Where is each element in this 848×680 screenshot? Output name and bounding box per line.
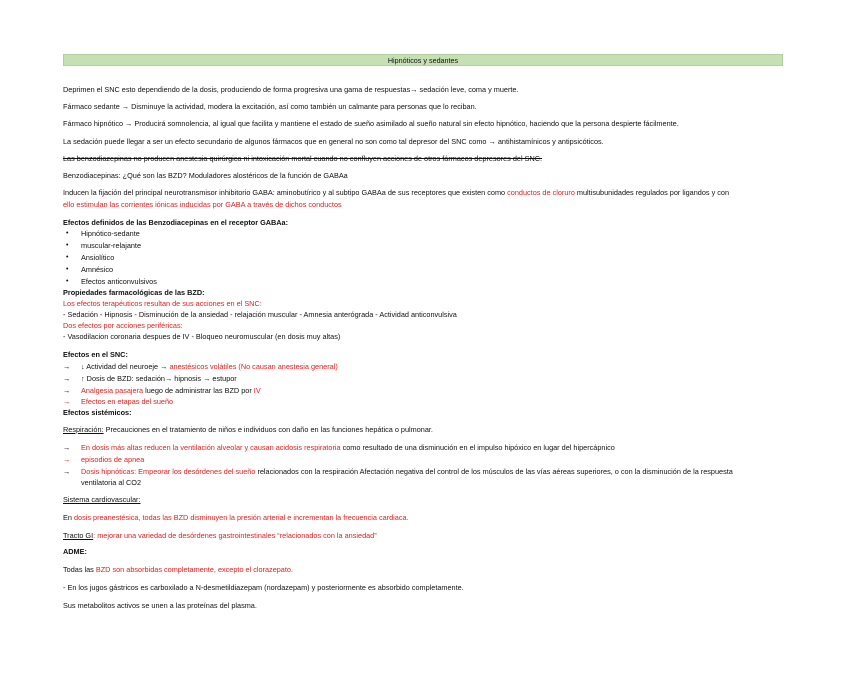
paragraph-sedacion-secundaria: La sedación puede llegar a ser un efecto secundario de algunos fármacos que en general no son como tal depresor del SNC como → antihistamínicos y antipsicóticos. (63, 137, 604, 146)
list-item: Hipnótico-sedante (81, 229, 140, 238)
heading-propiedades: Propiedades farmacológicas de las BZD: (63, 288, 205, 297)
document-title: Hipnóticos y sedantes (63, 54, 783, 66)
list-item (81, 467, 733, 476)
list-item (81, 443, 615, 452)
text-bzd-absorbidas: BZD son absorbidas completamente, excepto el clorazepato. (95, 565, 293, 574)
label-tracto-gi: Tracto GI (63, 531, 94, 540)
paragraph-struck-benzodiazepinas: Las benzodiazepinas no producen anestesia quirúrgica ni intoxicación mortal cuando no confluyen acciones de otros fármacos depresores del SNC. (63, 154, 543, 163)
text-relacionados-respiracion: relacionados con la respiración Afectación negativa del control de los músculos de las vías aéreas superiores, o con la disminución de la respuesta (255, 467, 733, 476)
text-desordenes-gastrointestinales: : mejorar una variedad de desórdenes gastrointestinales “relacionados con la ansiedad” (93, 531, 377, 540)
heading-efectos-sistemicos: Efectos sistémicos: (63, 408, 132, 417)
text-en: En (63, 513, 74, 522)
paragraph-cardiovascular (63, 513, 409, 522)
paragraph-tracto-gi (63, 531, 377, 540)
arrow-icon: → (63, 443, 71, 452)
text-dosis-hipnoticas: Dosis hipnóticas: Empeorar los desórdenes del sueño (81, 467, 256, 476)
bullet-icon: • (66, 230, 69, 237)
text-lista-efectos-snc: - Sedación - Hipnosis - Disminución de la ansiedad - relajación muscular - Amnesia anterógrada - Actividad anticonvulsiva (63, 310, 457, 319)
bullet-icon: • (66, 242, 69, 249)
text-efectos-perifericos: Dos efectos por acciones periféricas: (63, 321, 183, 330)
paragraph-metabolitos: Sus metabolitos activos se unen a las proteínas del plasma. (63, 601, 257, 610)
arrow-icon: → (63, 467, 71, 476)
list-item (81, 362, 338, 371)
list-item: Efectos en etapas del sueño (81, 397, 174, 406)
paragraph-que-son-bzd: Benzodiacepinas: ¿Qué son las BZD? Moduladores alostéricos de la función de GABAa (63, 171, 348, 180)
list-item: Efectos anticonvulsivos (81, 277, 157, 286)
heading-sistema-cardiovascular: Sistema cardiovascular: (63, 495, 141, 504)
list-item: episodios de apnea (81, 455, 145, 464)
paragraph-jugos-gastricos: - En los jugos gástricos es carboxilado a N-desmetildiazepam (nordazepam) y posteriormente es absorbido completamente. (63, 583, 464, 592)
arrow-icon: → (63, 374, 71, 383)
text-anestesicos-volatiles: anestésicos volátiles (No causan anestesia general) (169, 362, 338, 371)
text-ventilatoria: ventilatoria al CO2 (81, 478, 142, 487)
bullet-icon: • (66, 278, 69, 285)
list-item: ↑ Dosis de BZD: sedación→ hipnosis → estupor (81, 374, 237, 383)
text-dosis-altas: En dosis más altas reducen la ventilación alveolar y causan acidosis respiratoria (81, 443, 341, 452)
text-luego-administrar: luego de administrar las BZD por (143, 386, 254, 395)
list-item: muscular-relajante (81, 241, 142, 250)
arrow-icon: → (63, 455, 71, 464)
arrow-icon: → (63, 386, 71, 395)
text-todas-las: Todas las (63, 565, 96, 574)
paragraph-absorcion (63, 565, 293, 574)
paragraph-respiracion (63, 425, 433, 434)
paragraph-farmaco-sedante: Fármaco sedante → Disminuye la actividad, modera la excitación, así como también un calmante para personas que lo reciban. (63, 102, 477, 111)
text-actividad-neuroeje: ↓ Actividad del neuroeje → (81, 362, 170, 371)
bullet-icon: • (66, 254, 69, 261)
paragraph-fijacion-gaba (63, 188, 729, 197)
text-efectos-terapeuticos: Los efectos terapéuticos resultan de sus acciones en el SNC: (63, 299, 262, 308)
list-item: Amnésico (81, 265, 114, 274)
label-respiracion: Respiración: (63, 425, 104, 434)
text-conductos-cloruro: conductos de cloruro (507, 188, 575, 197)
arrow-icon: → (63, 362, 71, 371)
text-corrientes-ionicas: ello estimulan las corrientes iónicas inducidas por GABA a través de dichos conductos (63, 200, 342, 209)
text-precauciones: Precauciones en el tratamiento de niños e individuos con daño en las funciones hepática o pulmonar. (103, 425, 433, 434)
heading-adme: ADME: (63, 547, 87, 556)
bullet-icon: • (66, 266, 69, 273)
list-item (81, 386, 261, 395)
heading-efectos-snc: Efectos en el SNC: (63, 350, 128, 359)
arrow-icon: → (63, 397, 71, 406)
text-fijacion-start: Inducen la fijación del principal neurotransmisor inhibitorio GABA: aminobutírico y al subtipo GABAa de sus receptores que existen como (63, 188, 508, 197)
text-dosis-preanestesica: dosis preanestésica, todas las BZD disminuyen la presión arterial e incrementan la frecuencia cardiaca. (73, 513, 409, 522)
text-analgesia-pasajera: Analgesia pasajera (81, 386, 144, 395)
heading-efectos-receptor: Efectos definidos de las Benzodiacepinas en el receptor GABAa: (63, 218, 289, 227)
text-vasodilatacion: - Vasodilacion coronaria despues de IV - Bloqueo neuromuscular (en dosis muy altas) (63, 332, 341, 341)
paragraph-farmaco-hipnotico: Fármaco hipnótico → Producirá somnolencia, al igual que facilita y mantiene el estado de sueño asimilado al sueño natural sin efecto hipnótico, haciendo que la persona despierte fácilmente. (63, 119, 679, 128)
paragraph-depresion-snc: Deprimen el SNC esto dependiendo de la dosis, produciendo de forma progresiva una gama de respuestas→ sedación leve, coma y muerte. (63, 85, 519, 94)
text-fijacion-end: multisubunidades regulados por ligandos y con (574, 188, 730, 197)
text-iv: IV (253, 386, 261, 395)
text-impulso-hipoxico: como resultado de una disminución en el impulso hipóxico en lugar del hipercápnico (340, 443, 615, 452)
list-item: Ansiolítico (81, 253, 115, 262)
